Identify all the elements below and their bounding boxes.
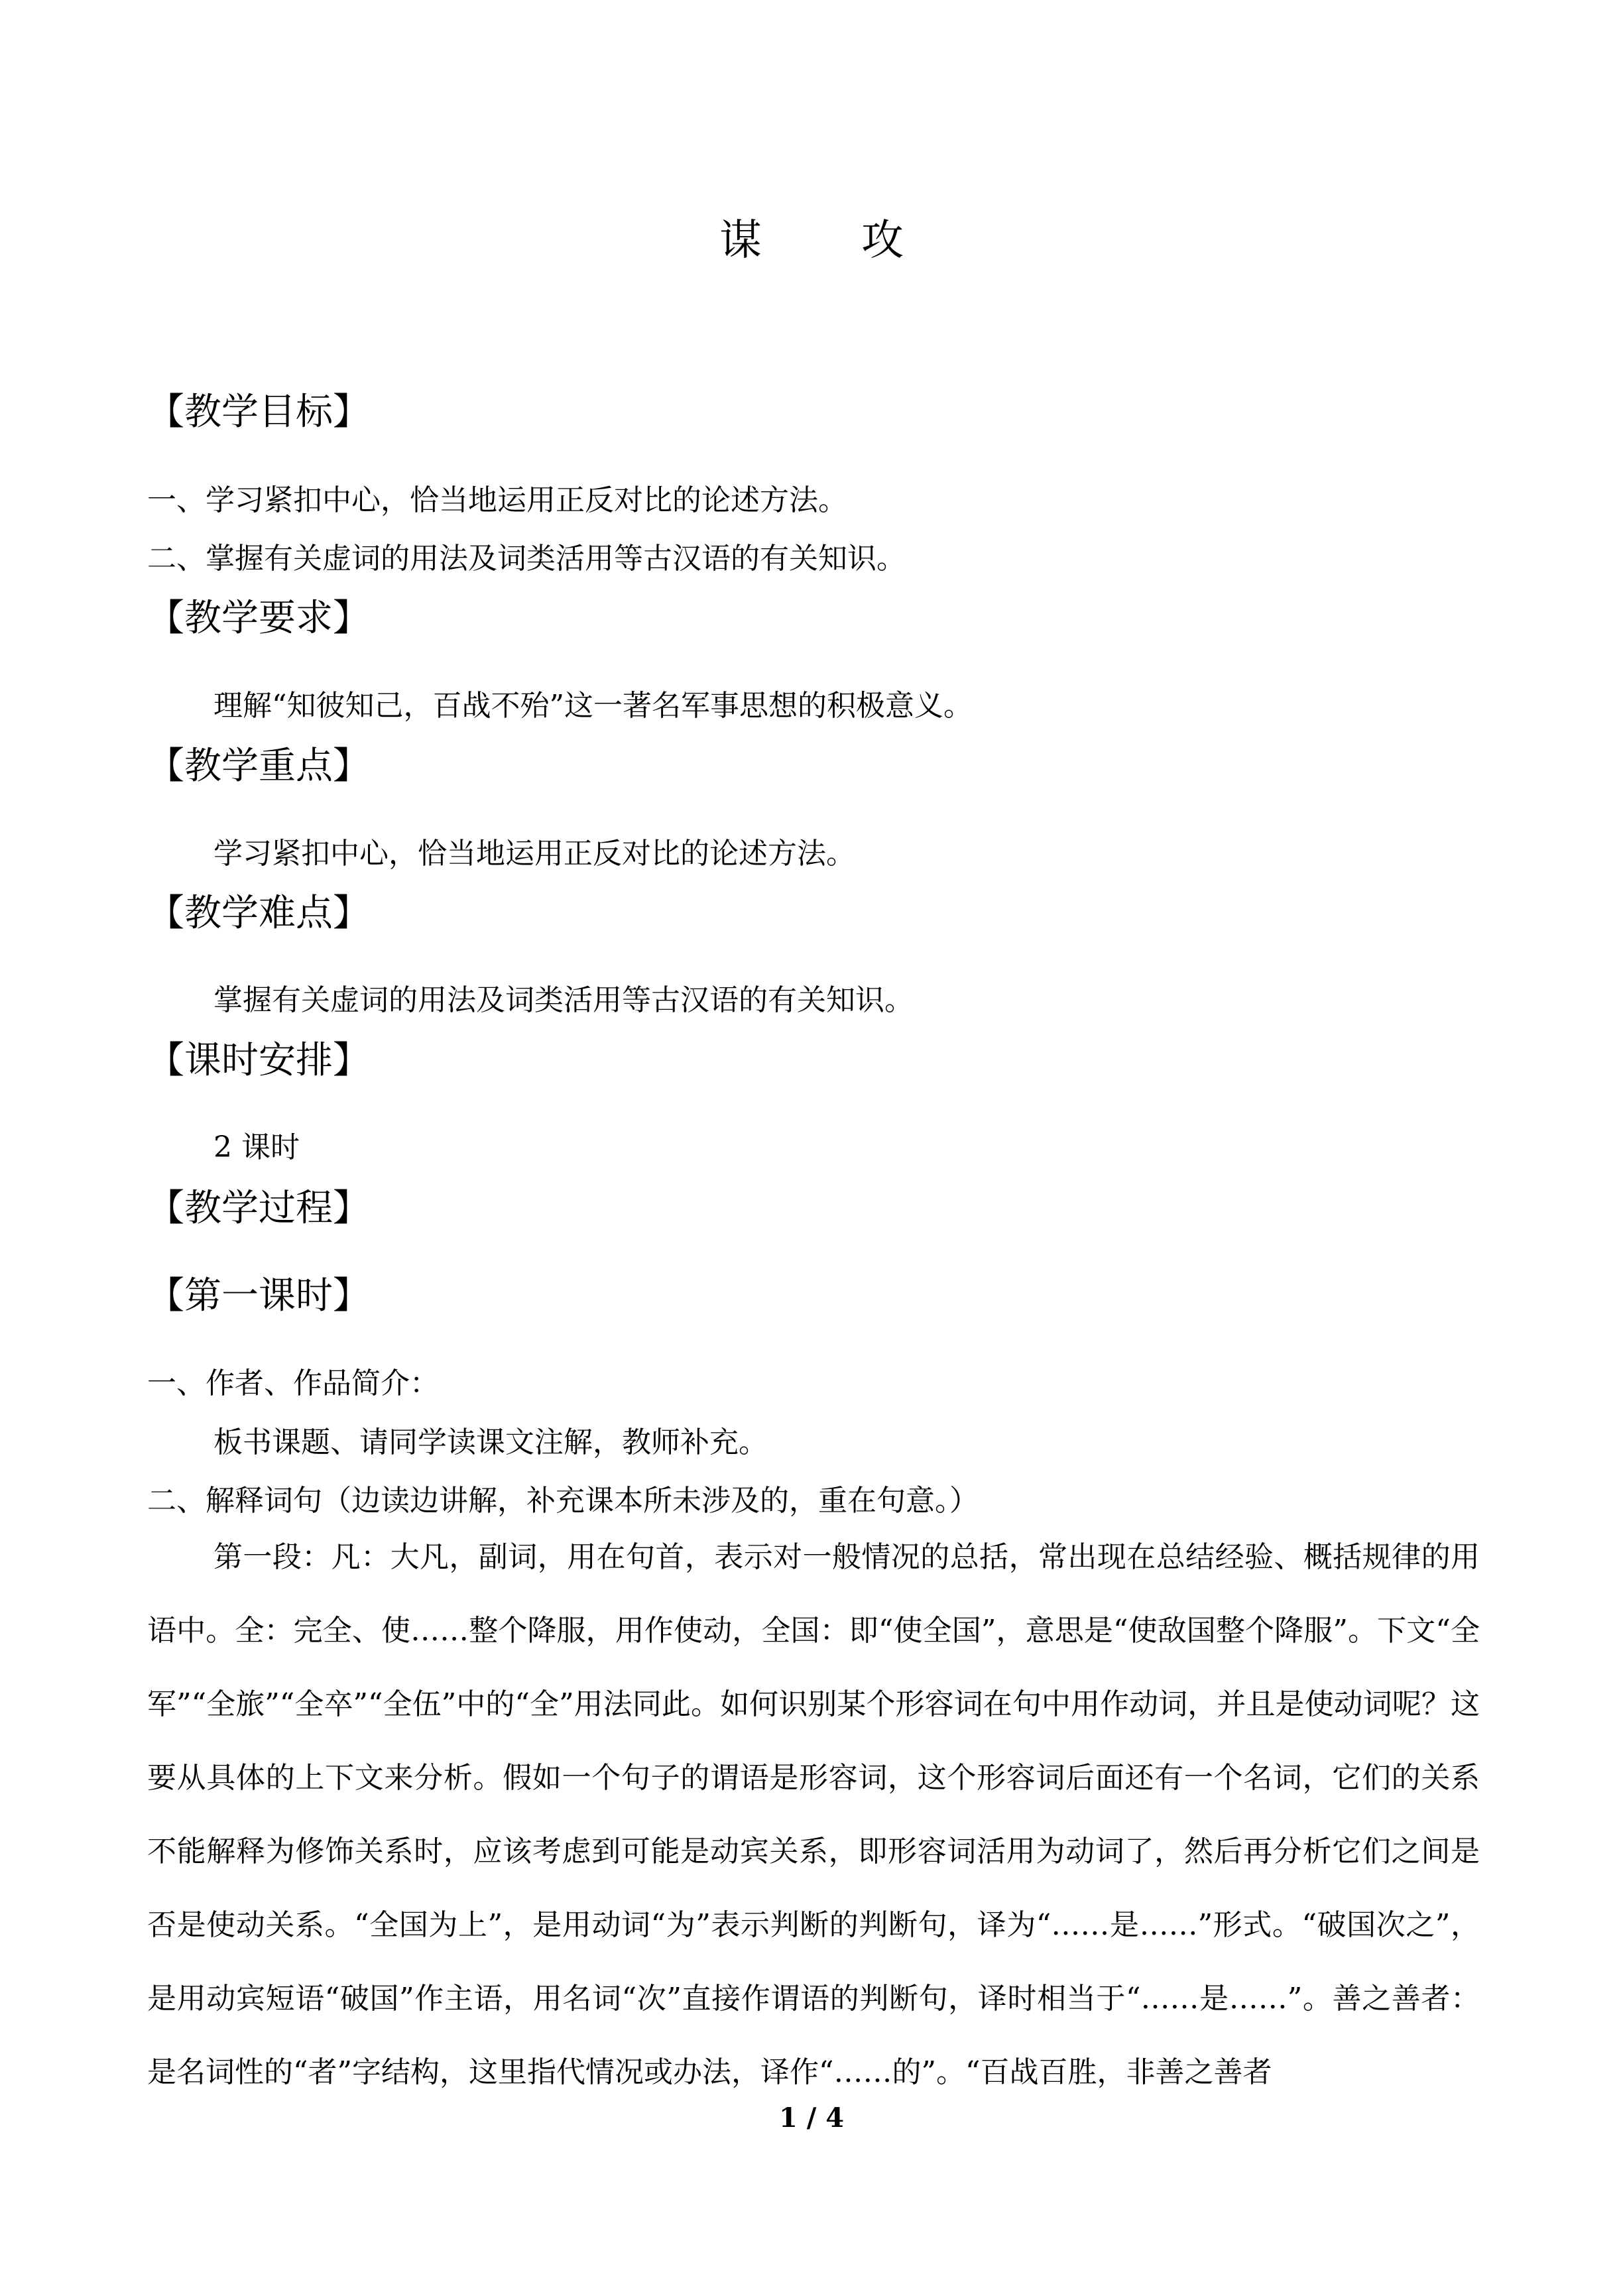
schedule-text: 2 课时 — [213, 1130, 300, 1164]
title-char-2: 攻 — [861, 216, 904, 265]
document-title — [0, 211, 1623, 271]
process-item-1-detail: 板书课题、请同学读课文注解，教师补充。 — [213, 1425, 768, 1459]
page-number: 1 / 4 — [778, 2102, 845, 2134]
title-char-1: 谋 — [719, 216, 762, 265]
explanation-paragraph: 第一段：凡：大凡，副词，用在句首，表示对一般情况的总括，常出现在总结经验、概括规律的用语中。全：完全、使……整个降服，用作使动，全国：即“使全国”，意思是“使敌国整个降服”。下文“全军”“全旅”“全卒”“全伍”中的“全”用法同此。如何识别某个形容词在句中用作动词，并且是使动词呢？这要从具体的上下文来分析。假如一个句子的谓语是形容词，这个形容词后面还有一个名词，它们的关系不能解释为修饰关系时，应该考虑到可能是动宾关系，即形容词活用为动词了，然后再分析它们之间是否是使动关系。“全国为上”，是用动词“为”表示判断的判断句，译为“……是……”形式。“破国次之”，是用动宾短语“破国”作主语，用名词“次”直接作谓语的判断句，译时相当于“……是……”。善之善者：是名词性的“者”字结构，这里指代情况或办法，译作“……的”。“百战百胜，非善之善者 — [147, 1540, 1480, 2089]
heading-difficulties: 【教学难点】 — [147, 892, 370, 935]
difficulties-text: 掌握有关虚词的用法及词类活用等古汉语的有关知识。 — [213, 983, 914, 1017]
process-item-2: 二、解释词句（边读边讲解，补充课本所未涉及的，重在句意。） — [147, 1484, 979, 1518]
heading-first-lesson: 【第一课时】 — [147, 1274, 370, 1317]
process-item-1: 一、作者、作品简介： — [147, 1366, 439, 1400]
heading-teaching-requirements: 【教学要求】 — [147, 597, 370, 640]
heading-schedule: 【课时安排】 — [147, 1039, 370, 1082]
heading-teaching-goals: 【教学目标】 — [147, 391, 370, 434]
heading-key-points: 【教学重点】 — [147, 745, 370, 788]
heading-teaching-process: 【教学过程】 — [147, 1187, 370, 1230]
requirements-text: 理解“知彼知己，百战不殆”这一著名军事思想的积极意义。 — [213, 689, 973, 723]
goal-item-1: 一、学习紧扣中心，恰当地运用正反对比的论述方法。 — [147, 483, 847, 517]
key-points-text: 学习紧扣中心，恰当地运用正反对比的论述方法。 — [213, 837, 855, 871]
goal-item-2: 二、掌握有关虚词的用法及词类活用等古汉语的有关知识。 — [147, 542, 906, 575]
